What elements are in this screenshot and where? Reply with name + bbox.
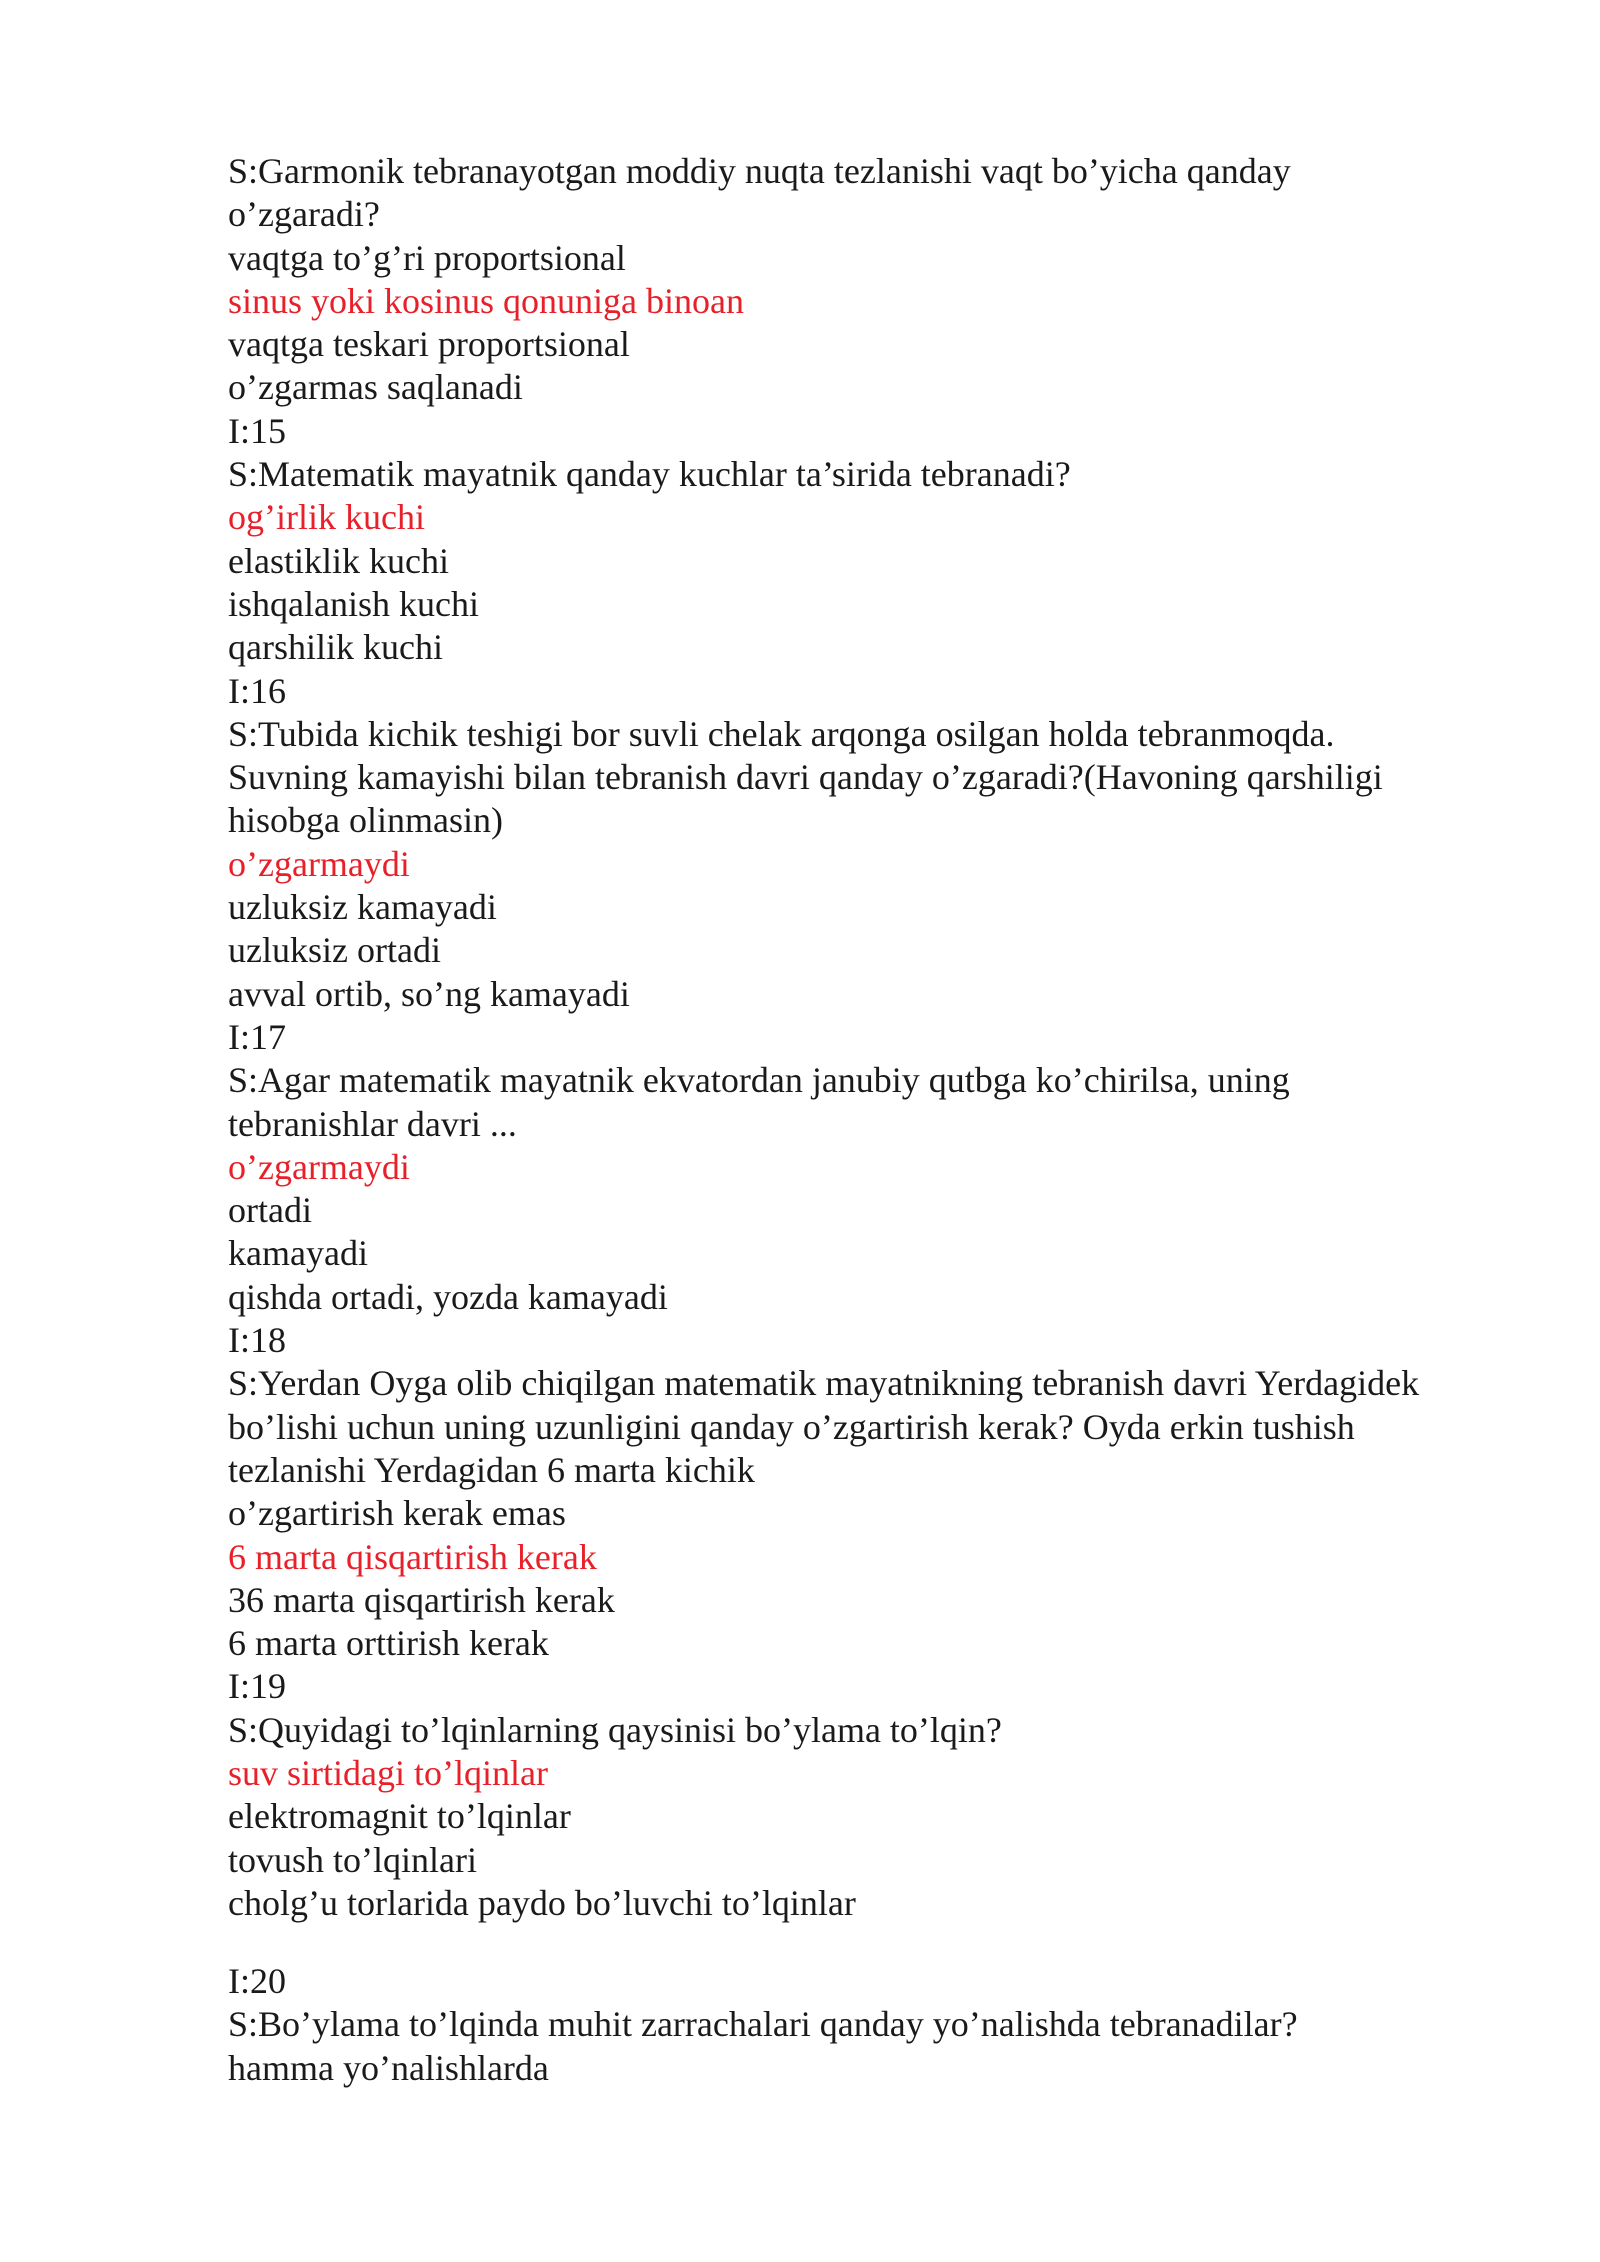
- question-text: S:Yerdan Oyga olib chiqilgan matematik mayatnikning tebranish davri Yerdagidek: [228, 1363, 1420, 1404]
- answer-option: vaqtga teskari proportsional: [228, 324, 630, 365]
- answer-option: elastiklik kuchi: [228, 540, 449, 581]
- answer-option: uzluksiz kamayadi: [228, 887, 497, 928]
- question-index: I:19: [228, 1666, 286, 1707]
- question-text: S:Garmonik tebranayotgan moddiy nuqta tezlanishi vaqt bo’yicha qanday: [228, 151, 1291, 191]
- question-text: bo’lishi uchun uning uzunligini qanday o’zgartirish kerak? Oyda erkin tushish: [228, 1406, 1355, 1447]
- question-index: I:15: [228, 410, 286, 451]
- correct-answer-option: og’irlik kuchi: [228, 497, 425, 538]
- answer-option: kamayadi: [228, 1233, 368, 1274]
- question-text: S:Bo’ylama to’lqinda muhit zarrachalari qanday yo’nalishda tebranadilar?: [228, 2004, 1298, 2045]
- question-text: S:Agar matematik mayatnik ekvatordan janubiy qutbga ko’chirilsa, uning: [228, 1060, 1290, 1101]
- document-page: [228, 150, 1528, 2090]
- answer-option: ishqalanish kuchi: [228, 583, 479, 624]
- question-text: o’zgaradi?: [228, 194, 380, 235]
- question-text: tezlanishi Yerdagidan 6 marta kichik: [228, 1449, 755, 1490]
- question-text: S:Quyidagi to’lqinlarning qaysinisi bo’ylama to’lqin?: [228, 1709, 1002, 1750]
- correct-answer-option: sinus yoki kosinus qonuniga binoan: [228, 280, 745, 321]
- question-index: I:18: [228, 1320, 286, 1361]
- question-index: I:16: [228, 670, 286, 711]
- question-text: S:Tubida kichik teshigi bor suvli chelak arqonga osilgan holda tebranmoqda.: [228, 713, 1335, 754]
- question-text: Suvning kamayishi bilan tebranish davri qanday o’zgaradi?(Havoning qarshiligi: [228, 757, 1383, 798]
- answer-option: vaqtga to’g’ri proportsional: [228, 237, 626, 278]
- answer-option: o’zgartirish kerak emas: [228, 1493, 566, 1534]
- correct-answer-option: o’zgarmaydi: [228, 843, 410, 884]
- answer-option: o’zgarmas saqlanadi: [228, 367, 523, 408]
- answer-option: hamma yo’nalishlarda: [228, 2047, 549, 2088]
- answer-option: tovush to’lqinlari: [228, 1839, 477, 1880]
- question-list: [228, 150, 1528, 2090]
- question-text: hisobga olinmasin): [228, 800, 503, 841]
- correct-answer-option: o’zgarmaydi: [228, 1146, 410, 1187]
- question-text: S:Matematik mayatnik qanday kuchlar ta’sirida tebranadi?: [228, 454, 1071, 495]
- question-index: I:20: [228, 1961, 286, 2002]
- answer-option: qishda ortadi, yozda kamayadi: [228, 1276, 668, 1317]
- answer-option: avval ortib, so’ng kamayadi: [228, 973, 630, 1014]
- correct-answer-option: suv sirtidagi to’lqinlar: [228, 1752, 548, 1793]
- answer-option: 6 marta orttirish kerak: [228, 1623, 549, 1664]
- answer-option: ortadi: [228, 1190, 312, 1231]
- answer-option: qarshilik kuchi: [228, 627, 443, 668]
- answer-option: 36 marta qisqartirish kerak: [228, 1579, 615, 1620]
- blank-line: [228, 1925, 1528, 1960]
- question-text: tebranishlar davri ...: [228, 1103, 517, 1144]
- answer-option: elektromagnit to’lqinlar: [228, 1796, 571, 1837]
- answer-option: cholg’u torlarida paydo bo’luvchi to’lqinlar: [228, 1882, 856, 1923]
- answer-option: uzluksiz ortadi: [228, 930, 441, 971]
- correct-answer-option: 6 marta qisqartirish kerak: [228, 1536, 597, 1577]
- question-index: I:17: [228, 1016, 286, 1057]
